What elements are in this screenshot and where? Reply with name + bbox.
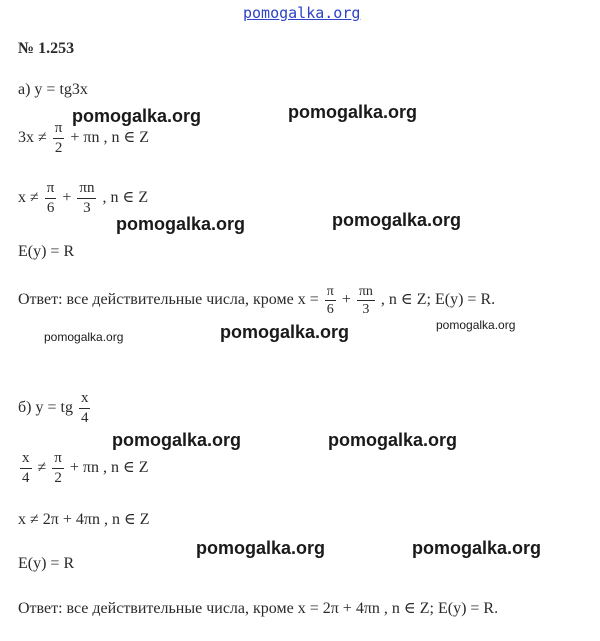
fraction-numerator: π <box>52 450 64 469</box>
watermark: pomogalka.org <box>436 318 516 332</box>
watermark: pomogalka.org <box>412 538 542 558</box>
part-b-label-text: б) y = tg <box>18 399 73 417</box>
fraction <box>20 450 32 487</box>
fraction-numerator: π <box>53 120 65 139</box>
watermark: pomogalka.org <box>112 430 242 450</box>
fraction-numerator: πn <box>358 284 373 299</box>
part-b-answer: Ответ: все действительные числа, кроме x = 2π + 4πn , n ∈ Z; E(y) = R. <box>18 600 499 617</box>
fraction <box>52 450 64 487</box>
part-a-answer <box>18 284 495 317</box>
fraction-numerator: x <box>20 450 32 469</box>
watermark: pomogalka.org <box>196 538 326 558</box>
fraction-denominator: 2 <box>54 470 62 486</box>
fraction-numerator: x <box>79 390 91 409</box>
answer-suffix: , n ∈ Z; E(y) = R. <box>380 291 496 309</box>
fraction <box>77 180 96 217</box>
fraction <box>45 180 57 217</box>
fraction-denominator: 4 <box>80 410 89 426</box>
watermark: pomogalka.org <box>44 330 124 344</box>
part-b-line1-rest: + πn , n ∈ Z <box>69 459 149 477</box>
plus-sign: + <box>62 189 72 207</box>
watermark: pomogalka.org <box>220 322 350 342</box>
fraction-denominator: 3 <box>362 302 370 317</box>
part-b-range: E(y) = R <box>18 555 75 572</box>
part-a-line1-rest: + πn , n ∈ Z <box>70 129 150 147</box>
watermark: pomogalka.org <box>116 214 246 234</box>
watermark: pomogalka.org <box>72 106 202 126</box>
answer-prefix: Ответ: все действительные числа, кроме x = <box>18 291 319 309</box>
part-a-line2 <box>18 180 148 217</box>
watermark: pomogalka.org <box>288 102 418 122</box>
fraction-denominator: 4 <box>22 470 30 486</box>
neq-sign: ≠ <box>37 459 47 477</box>
part-b-label <box>18 390 92 427</box>
part-b-line1 <box>18 450 149 487</box>
part-a-label: а) y = tg3x <box>18 81 88 98</box>
fraction-numerator: π <box>45 180 57 199</box>
part-a-line2-lhs: x ≠ <box>18 189 39 207</box>
problem-number: № 1.253 <box>18 40 75 57</box>
fraction-numerator: π <box>326 284 334 299</box>
fraction <box>325 284 336 317</box>
fraction <box>53 120 65 157</box>
fraction-numerator: πn <box>77 180 96 199</box>
watermark: pomogalka.org <box>332 210 462 230</box>
part-b-line2: x ≠ 2π + 4πn , n ∈ Z <box>18 511 150 528</box>
part-a-range: E(y) = R <box>18 243 75 260</box>
plus-sign: + <box>341 291 351 309</box>
fraction-denominator: 6 <box>46 200 55 216</box>
site-link[interactable]: pomogalka.org <box>243 4 361 22</box>
part-a-line1-lhs: 3x ≠ <box>18 129 47 147</box>
fraction-denominator: 3 <box>83 200 91 216</box>
fraction <box>79 390 91 427</box>
fraction-denominator: 2 <box>54 140 63 156</box>
part-a-line2-rest: , n ∈ Z <box>102 189 149 207</box>
fraction-denominator: 6 <box>326 302 334 317</box>
watermark: pomogalka.org <box>328 430 458 450</box>
fraction <box>357 284 375 317</box>
